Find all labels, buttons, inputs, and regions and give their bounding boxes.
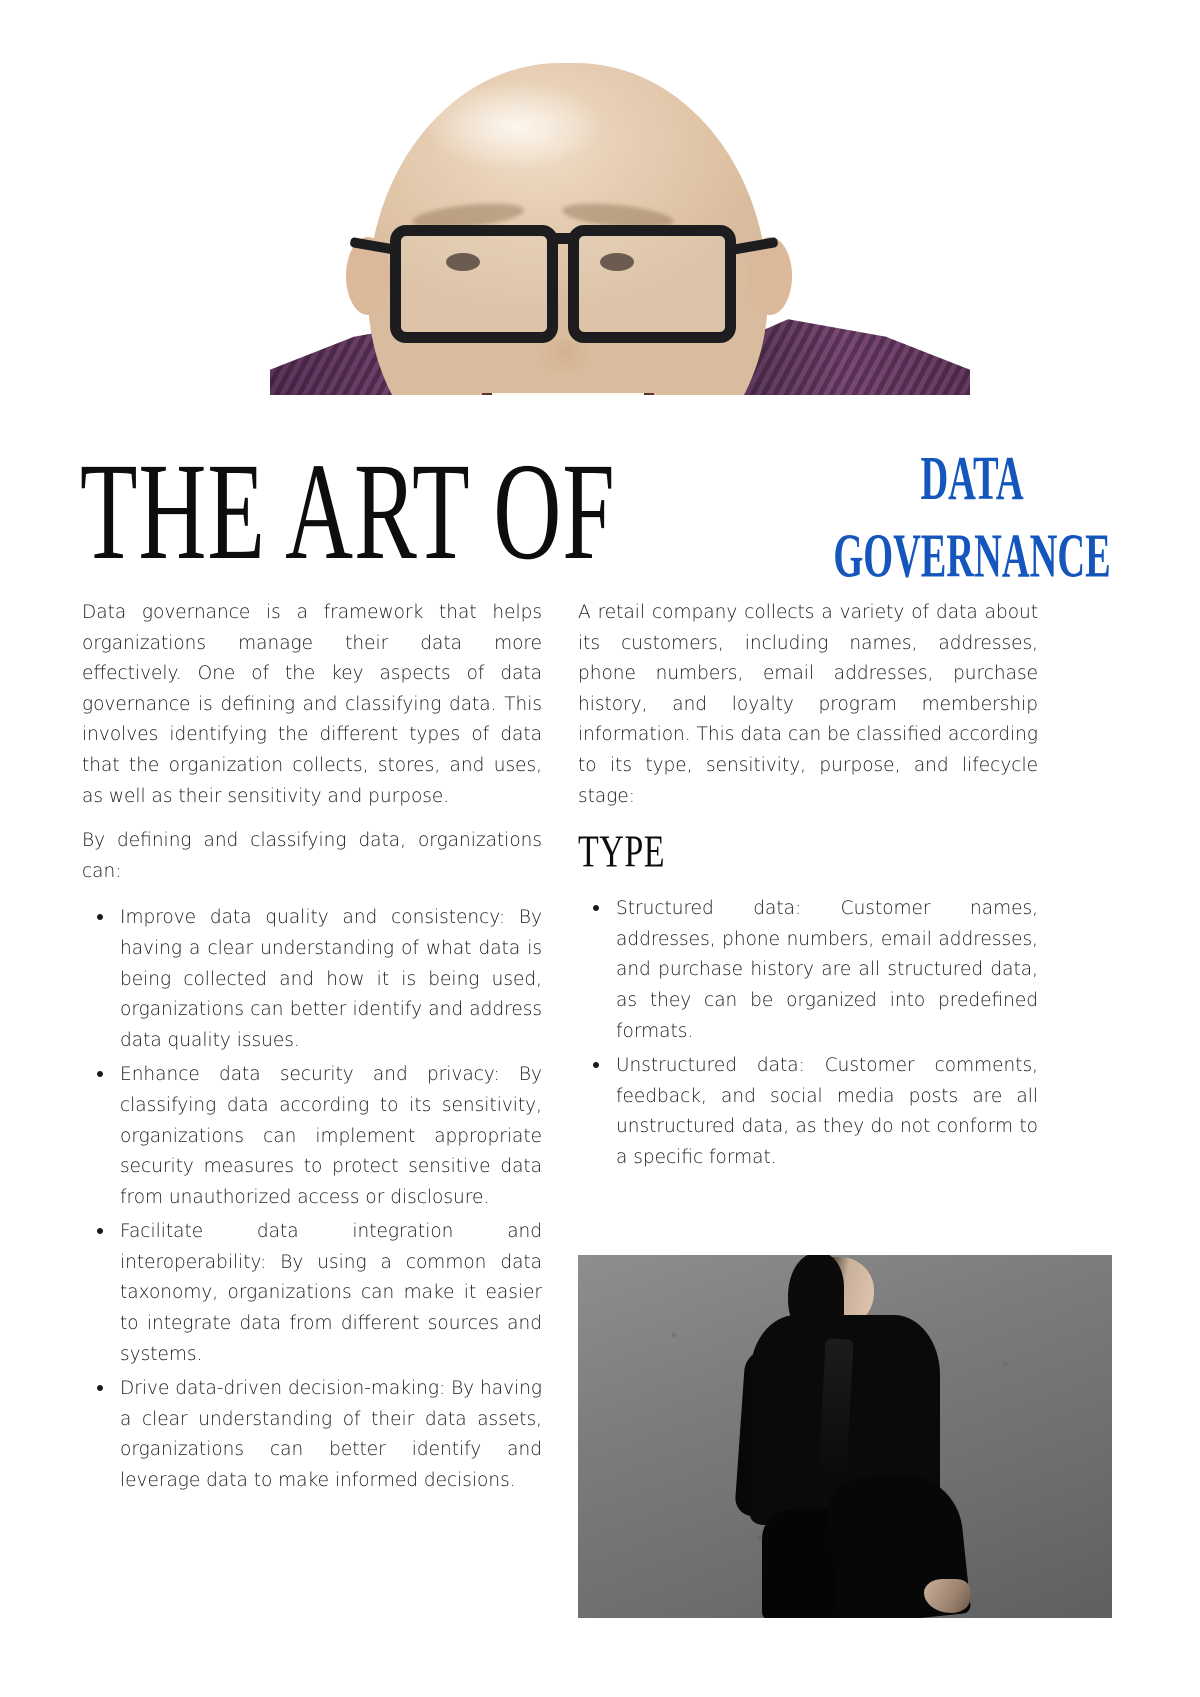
page-title-accent-line-2: GOVERNANCE [833,520,1111,591]
left-paragraph-2: By defining and classifying data, organizations can: [82,830,542,882]
seated-figure [728,1257,958,1618]
page-title-main: THE ART OF [80,433,616,589]
page-title-accent [770,440,1173,595]
left-bullet-list [82,901,542,1496]
glasses-bridge [550,233,578,244]
nose-shape [538,340,592,376]
left-column [82,598,542,1499]
list-item: • Structured data: Customer names, addresses, phone numbers, email addresses, and purchase history are all structured data, as they can be organized into predefined formats. [612,892,1038,1047]
list-item: • Unstructured data: Customer comments, feedback, and social media posts are all unstructured data, as they do not conform to a specific format. [612,1049,1038,1173]
section-heading-type: TYPE [578,827,665,878]
list-item: • Facilitate data integration and interoperability: By using a common data taxonomy, organizations can make it easier to integrate data from different sources and systems. [116,1215,542,1370]
glasses-left-lens [390,225,558,343]
right-bullet-list [578,892,1038,1173]
glasses-right-lens [568,225,736,343]
mouth-shape [482,393,654,395]
bottom-grayscale-photo [578,1255,1112,1618]
left-paragraph-1: Data governance is a framework that helps organizations manage their data more effectively. One of the key aspects of data governance is defining and classifying data. This involves identifying the different types of data that the organization collects, stores, and uses, as well as their sensitivity and purpose. [82,602,542,807]
list-item: • Improve data quality and consistency: By having a clear understanding of what data is being collected and how it is being used, organizations can better identify and address data quality issues. [116,901,542,1056]
list-item: • Drive data-driven decision-making: By having a clear understanding of their data assets, organizations can better identify and leverage data to make informed decisions. [116,1372,542,1496]
right-intro-paragraph: A retail company collects a variety of data about its customers, including names, addresses, phone numbers, email addresses, purchase history, and loyalty program membership information. This data can be classified according to its type, sensitivity, purpose, and lifecycle stage: [578,602,1038,807]
hero-portrait-image [250,55,990,395]
portrait-photo [250,55,990,395]
page-title-accent-line-1: DATA [920,443,1024,513]
list-item: • Enhance data security and privacy: By classifying data according to its sensitivity, organizations can implement appropriate security measures to protect sensitive data from unauthorized access or disclosure. [116,1058,542,1213]
head-highlight [425,81,605,171]
title-block [0,430,1200,591]
teeth-shape [492,393,644,395]
right-column [578,598,1038,1176]
